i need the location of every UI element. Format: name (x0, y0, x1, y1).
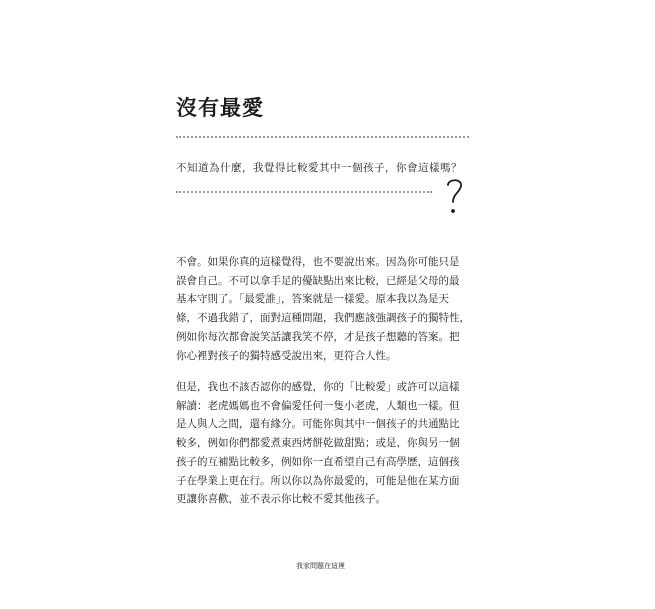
text-line: 你心裡對孩子的獨特感受說出來，更符合人性。 (176, 349, 397, 362)
text-line: 更讓你喜歡，並不表示你比較不愛其他孩子。 (176, 493, 386, 506)
text-line: 子在學業上更在行。所以你以為你最愛的，可能是他在某方面 (176, 474, 460, 487)
text-line: 較多，例如你們都愛煮東西烤餅乾做甜點；或是，你與另一個 (176, 437, 460, 450)
text-line: 條，不過我錯了，面對這種問題，我們應該強調孩子的獨特性， (176, 312, 470, 325)
text-line: 誤會自己。不可以拿手足的優缺點出來比較，已經是父母的最 (176, 274, 460, 287)
text-line: 解讀：老虎媽媽也不會偏愛任何一隻小老虎，人類也一樣。但 (176, 399, 460, 412)
question-mark-icon (444, 176, 466, 216)
text-line: 但是，我也不該否認你的感覺，你的「比較愛」或許可以這樣 (176, 381, 460, 393)
text-line: 是人與人之間，還有緣分。可能你與其中一個孩子的共通點比 (176, 418, 460, 431)
text-line: 例如你每次都會說笑話讓我笑不停，才是孩子想聽的答案。把 (176, 330, 460, 343)
page-title: 沒有最愛 (176, 95, 264, 120)
dotted-divider-bottom (176, 191, 432, 193)
dotted-divider-top (176, 136, 469, 138)
page-footer: 我家問題在這裡 (296, 562, 345, 570)
text-line: 孩子的互補點比較多，例如你一直希望自己有高學歷，這個孩 (176, 455, 460, 468)
answer-paragraph-2 (176, 378, 476, 509)
answer-paragraph-1 (176, 253, 476, 365)
text-line: 基本守則了。「最愛誰」，答案就是一樣愛。原本我以為是天 (176, 293, 449, 306)
question-text: 不知道為什麼，我覺得比較愛其中一個孩子，你會這樣嗎？ (176, 162, 462, 174)
text-line: 不會。如果你真的這樣覺得，也不要說出來。因為你可能只是 (176, 256, 460, 268)
